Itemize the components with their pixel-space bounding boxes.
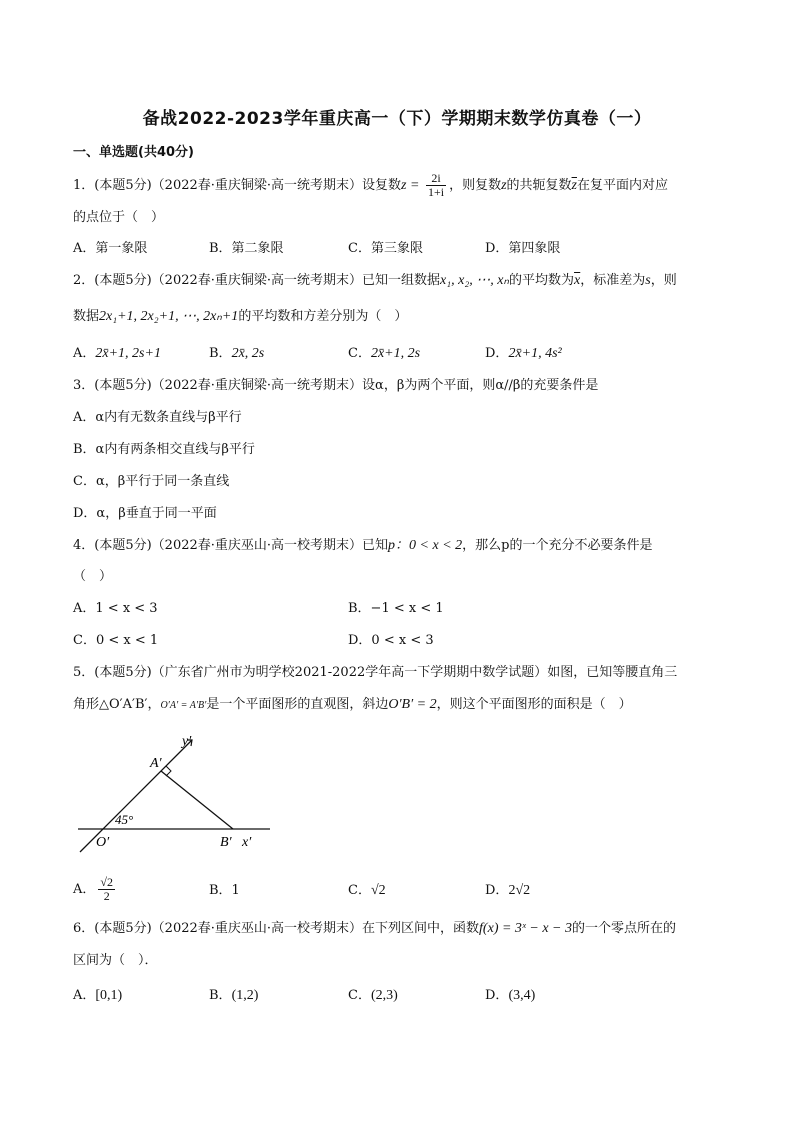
q5-line2-small: O′A′ = A′B′: [160, 700, 207, 711]
q5-line2-prefix: 角形△O′A′B′，: [73, 697, 161, 712]
q2-option-d[interactable]: [485, 345, 562, 363]
q6-option-b-letter: B．: [209, 988, 232, 1003]
question-6-line-2: 区间为（ ）．: [73, 953, 158, 968]
q5-option-a[interactable]: [73, 876, 118, 903]
q1-option-d[interactable]: D．第四象限: [485, 241, 561, 256]
q5-line2-tail: ，则这个平面图形的面积是（ ）: [436, 697, 632, 712]
q1-mid2: 的共轭复数: [506, 178, 572, 193]
q2-option-a[interactable]: [73, 345, 161, 363]
q2-tail: ，则: [650, 273, 677, 288]
q5-option-a-num: √2: [100, 875, 113, 889]
q4-prefix: 4．(本题5分)（2022春·重庆巫山·高一校考期末）已知: [73, 538, 389, 553]
question-1-line-2: 的点位于（ ）: [73, 210, 165, 225]
q1-option-a[interactable]: A．第一象限: [73, 241, 148, 256]
q6-option-b[interactable]: [209, 987, 258, 1005]
y-axis-label: y′: [182, 734, 192, 749]
q4-tail: ，那么p的一个充分不必要条件是: [462, 538, 653, 553]
question-4-line-2: （ ）: [73, 569, 113, 584]
x-axis-label: x′: [242, 835, 252, 850]
q2-s: s: [645, 273, 651, 288]
q5-option-c-math: √2: [370, 883, 386, 898]
q5-line2-mid: 是一个平面图形的直观图，斜边: [206, 697, 389, 712]
q5-option-b[interactable]: B．1: [209, 883, 240, 898]
q4-option-a[interactable]: A．1 < x < 3: [73, 601, 158, 616]
q1-frac-num: 2i: [426, 172, 446, 186]
q4-option-d[interactable]: D．0 < x < 3: [348, 633, 434, 648]
point-o-label: O′: [96, 835, 110, 850]
q2-line2-prefix: 数据: [73, 309, 100, 324]
q2-option-c-math: 2x̄+1, 2s: [370, 346, 421, 361]
q6-tail: 的一个零点所在的: [571, 921, 676, 936]
q5-figure: [70, 728, 280, 858]
q2-data: x₁, x₂, ⋯, xₙ: [440, 273, 510, 288]
q5-line2-math: O′B′ = 2: [388, 697, 437, 712]
q6-option-c[interactable]: [348, 987, 398, 1005]
q1-option-b[interactable]: B．第二象限: [209, 241, 284, 256]
q2-option-d-letter: D．: [485, 346, 509, 361]
q1-tail: 在复平面内对应: [577, 178, 669, 193]
q1-z: z =: [401, 178, 423, 193]
question-2-line-2: [73, 308, 407, 326]
q4-condition: ：0 < x < 2: [395, 538, 463, 553]
q2-option-d-math: 2x̄+1, 4s²: [508, 346, 562, 361]
q6-function: f(x) = 3ˣ − x − 3: [479, 921, 572, 936]
q2-option-c[interactable]: [348, 345, 420, 363]
question-2-line-1: [73, 272, 677, 290]
q4-option-b[interactable]: B．−1 < x < 1: [348, 601, 444, 616]
q4-option-c[interactable]: C．0 < x < 1: [73, 633, 159, 648]
q3-option-b[interactable]: B．α内有两条相交直线与β平行: [73, 442, 255, 457]
q6-option-b-math: (1,2): [231, 988, 259, 1003]
q3-option-c[interactable]: C．α，β平行于同一条直线: [73, 474, 230, 489]
q5-option-a-den: 2: [103, 889, 110, 903]
q5-option-c-letter: C．: [348, 883, 371, 898]
q2-option-c-letter: C．: [348, 346, 371, 361]
q5-option-d-letter: D．: [485, 883, 509, 898]
q5-option-d[interactable]: [485, 882, 530, 900]
section-heading: 一、单选题(共40分): [73, 145, 194, 160]
q6-prefix: 6．(本题5分)（2022春·重庆巫山·高一校考期末）在下列区间中，函数: [73, 921, 480, 936]
question-3-stem: 3．(本题5分)（2022春·重庆铜梁·高一统考期末）设α，β为两个平面，则α//β的充要条件是: [73, 378, 599, 393]
q1-option-c[interactable]: C．第三象限: [348, 241, 423, 256]
q6-option-d-letter: D．: [485, 988, 509, 1003]
q1-zbar: $\overline{z}$: [571, 178, 577, 193]
question-5-line-2: [73, 696, 632, 715]
q1-frac-den: 1+i: [427, 185, 445, 199]
exam-title: 备战2022-2023学年重庆高一（下）学期期末数学仿真卷（一）: [142, 109, 652, 129]
q6-option-c-letter: C．: [348, 988, 371, 1003]
q2-mid: 的平均数为: [509, 273, 575, 288]
point-b-label: B′: [220, 835, 232, 850]
q2-option-a-math: 2x̄+1, 2s+1: [95, 346, 161, 361]
q2-option-a-letter: A．: [73, 346, 96, 361]
q6-option-a-math: [0,1): [95, 988, 123, 1003]
q5-option-a-fraction: [98, 876, 115, 903]
q1-z2: z: [501, 178, 507, 193]
q6-option-c-math: (2,3): [370, 988, 398, 1003]
q5-option-a-letter: A．: [73, 882, 96, 897]
q5-option-c[interactable]: [348, 882, 386, 900]
point-a-label: A′: [150, 756, 162, 771]
q1-prefix: 1．(本题5分)（2022春·重庆铜梁·高一统考期末）设复数: [73, 178, 402, 193]
q1-fraction: [426, 172, 446, 199]
q4-p: p: [388, 538, 396, 553]
q2-option-b-letter: B．: [209, 346, 232, 361]
question-5-line-1: 5．(本题5分)（广东省广州市为明学校2021-2022学年高一下学期期中数学试题）如图，已知等腰直角三: [73, 665, 678, 680]
q3-option-d[interactable]: D．α，β垂直于同一平面: [73, 506, 217, 521]
q2-xbar: $\overline{x}$: [574, 273, 581, 288]
q2-line2-data: 2x₁+1, 2x₂+1, ⋯, 2xₙ+1: [99, 309, 239, 324]
q1-mid: ，则复数: [449, 178, 502, 193]
right-angle-mark: [166, 766, 171, 776]
q5-option-d-math: 2√2: [508, 883, 531, 898]
q2-mid2: ，标准差为: [580, 273, 646, 288]
question-6-line-1: [73, 920, 676, 938]
question-1-line-1: [73, 172, 668, 199]
q6-option-a-letter: A．: [73, 988, 96, 1003]
q2-option-b-math: 2x̄, 2s: [231, 346, 265, 361]
q6-option-d-math: (3,4): [508, 988, 536, 1003]
q2-line2-tail: 的平均数和方差分别为（ ）: [238, 309, 408, 324]
q3-option-a[interactable]: A．α内有无数条直线与β平行: [73, 410, 242, 425]
segment-a-b: [161, 771, 233, 829]
q6-option-a[interactable]: [73, 987, 122, 1005]
q2-prefix: 2．(本题5分)（2022春·重庆铜梁·高一统考期末）已知一组数据: [73, 273, 441, 288]
q2-option-b[interactable]: [209, 345, 264, 363]
angle-label: 45°: [115, 812, 134, 827]
question-4-line-1: [73, 537, 652, 555]
q6-option-d[interactable]: [485, 987, 535, 1005]
